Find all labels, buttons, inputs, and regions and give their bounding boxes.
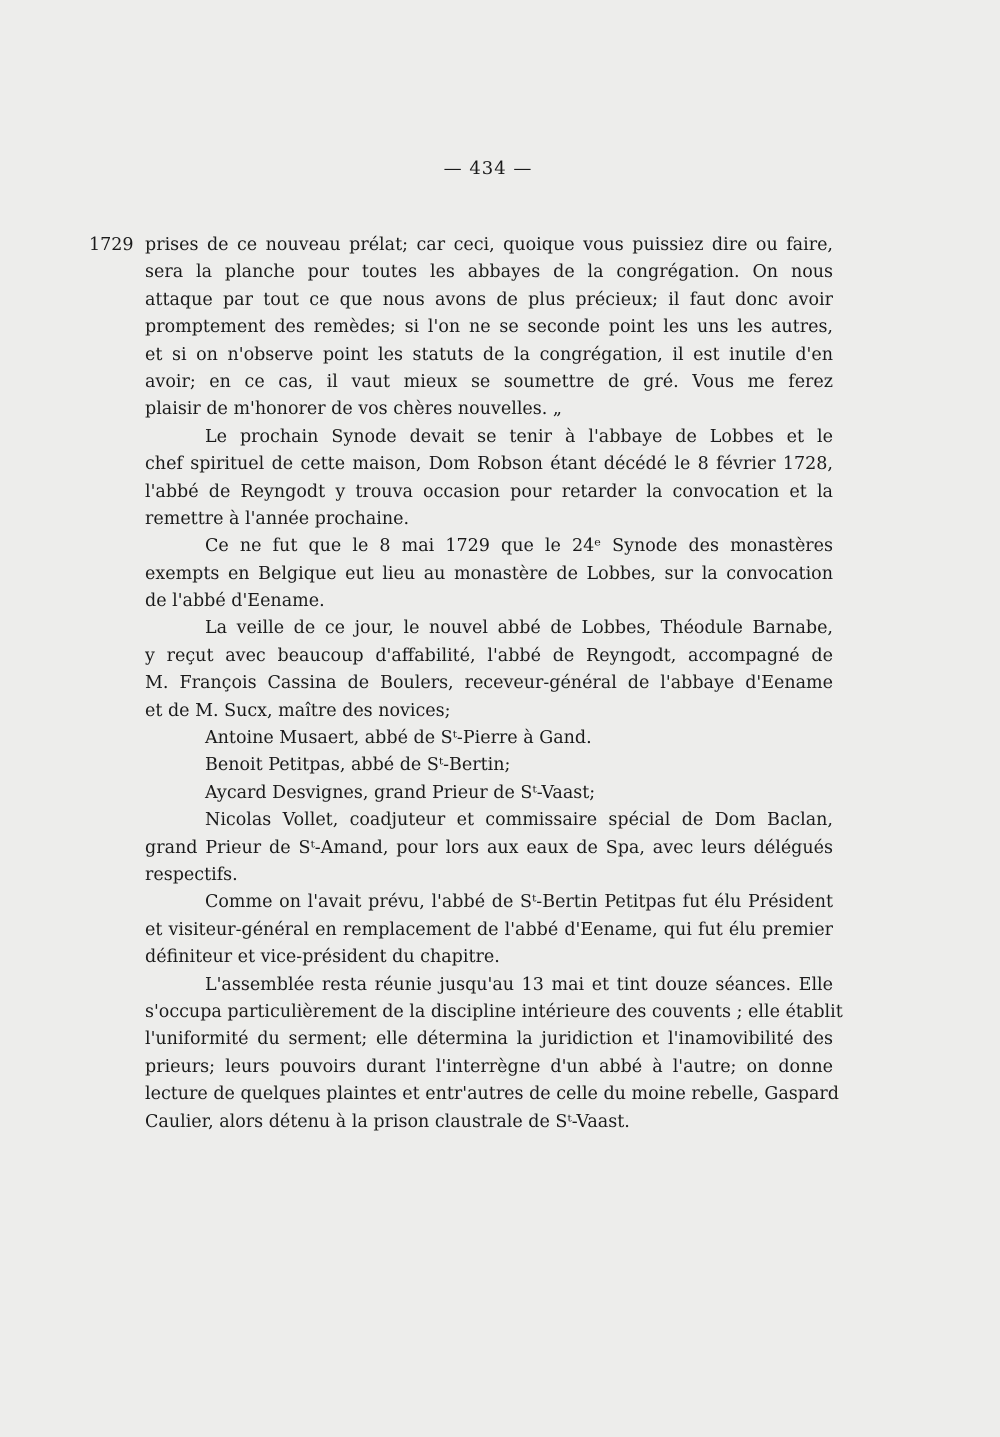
- text-line: respectifs.: [145, 864, 238, 885]
- text-line: définiteur et vice-président du chapitre.: [145, 947, 500, 968]
- text-line: exempts en Belgique eut lieu au monastère de Lobbes, sur la convocation: [145, 563, 833, 584]
- text-line: l'abbé de Reyngodt y trouva occasion pour retarder la convocation et la: [145, 481, 833, 502]
- text-line: Caulier, alors détenu à la prison claustrale de Sᵗ-Vaast.: [145, 1111, 630, 1132]
- text-line: Aycard Desvignes, grand Prieur de Sᵗ-Vaast;: [205, 782, 596, 803]
- text-line: s'occupa particulièrement de la discipline intérieure des couvents ; elle établit: [145, 1001, 843, 1022]
- text-line: plaisir de m'honorer de vos chères nouvelles. „: [145, 399, 562, 420]
- page-number: — 434 —: [443, 158, 533, 179]
- text-line: Antoine Musaert, abbé de Sᵗ-Pierre à Gand.: [205, 728, 592, 749]
- text-line: y reçut avec beaucoup d'affabilité, l'abbé de Reyngodt, accompagné de: [145, 645, 833, 666]
- text-line: l'uniformité du serment; elle détermina la juridiction et l'inamovibilité des: [145, 1029, 833, 1050]
- text-line: chef spirituel de cette maison, Dom Robson étant décédé le 8 février 1728,: [145, 454, 833, 475]
- text-line: prises de ce nouveau prélat; car ceci, quoique vous puissiez dire ou faire,: [145, 235, 833, 255]
- text-line: et visiteur-général en remplacement de l'abbé d'Eename, qui fut élu premier: [145, 919, 833, 940]
- text-line: avoir; en ce cas, il vaut mieux se soumettre de gré. Vous me ferez: [145, 371, 833, 392]
- text-line: de l'abbé d'Eename.: [145, 591, 325, 612]
- text-line: L'assemblée resta réunie jusqu'au 13 mai et tint douze séances. Elle: [205, 974, 833, 995]
- text-line: sera la planche pour toutes les abbayes de la congrégation. On nous: [145, 262, 833, 283]
- text-line: remettre à l'année prochaine.: [145, 508, 410, 529]
- text-line: lecture de quelques plaintes et entr'autres de celle du moine rebelle, Gaspard: [145, 1084, 839, 1105]
- text-line: grand Prieur de Sᵗ-Amand, pour lors aux eaux de Spa, avec leurs délégués: [145, 837, 833, 858]
- text-line: La veille de ce jour, le nouvel abbé de Lobbes, Théodule Barnabe,: [205, 618, 833, 639]
- text-line: et si on n'observe point les statuts de la congrégation, il est inutile d'en: [145, 344, 833, 365]
- text-line: Comme on l'avait prévu, l'abbé de Sᵗ-Bertin Petitpas fut élu Président: [205, 892, 833, 913]
- text-line: prieurs; leurs pouvoirs durant l'interrègne d'un abbé à l'autre; on donne: [145, 1056, 833, 1077]
- body-text: [145, 232, 843, 1136]
- text-line: Nicolas Vollet, coadjuteur et commissaire spécial de Dom Baclan,: [205, 810, 833, 831]
- text-line: attaque par tout ce que nous avons de plus précieux; il faut donc avoir: [145, 289, 833, 310]
- text-line: M. François Cassina de Boulers, receveur-général de l'abbaye d'Eename: [145, 673, 833, 694]
- text-line: Ce ne fut que le 8 mai 1729 que le 24ᵉ Synode des monastères: [205, 536, 833, 557]
- margin-year-note: 1729: [89, 235, 134, 255]
- text-line: et de M. Sucx, maître des novices;: [145, 700, 451, 721]
- text-line: promptement des remèdes; si l'on ne se seconde point les uns les autres,: [145, 317, 833, 338]
- text-line: Benoit Petitpas, abbé de Sᵗ-Bertin;: [205, 755, 511, 776]
- text-line: Le prochain Synode devait se tenir à l'abbaye de Lobbes et le: [205, 426, 833, 447]
